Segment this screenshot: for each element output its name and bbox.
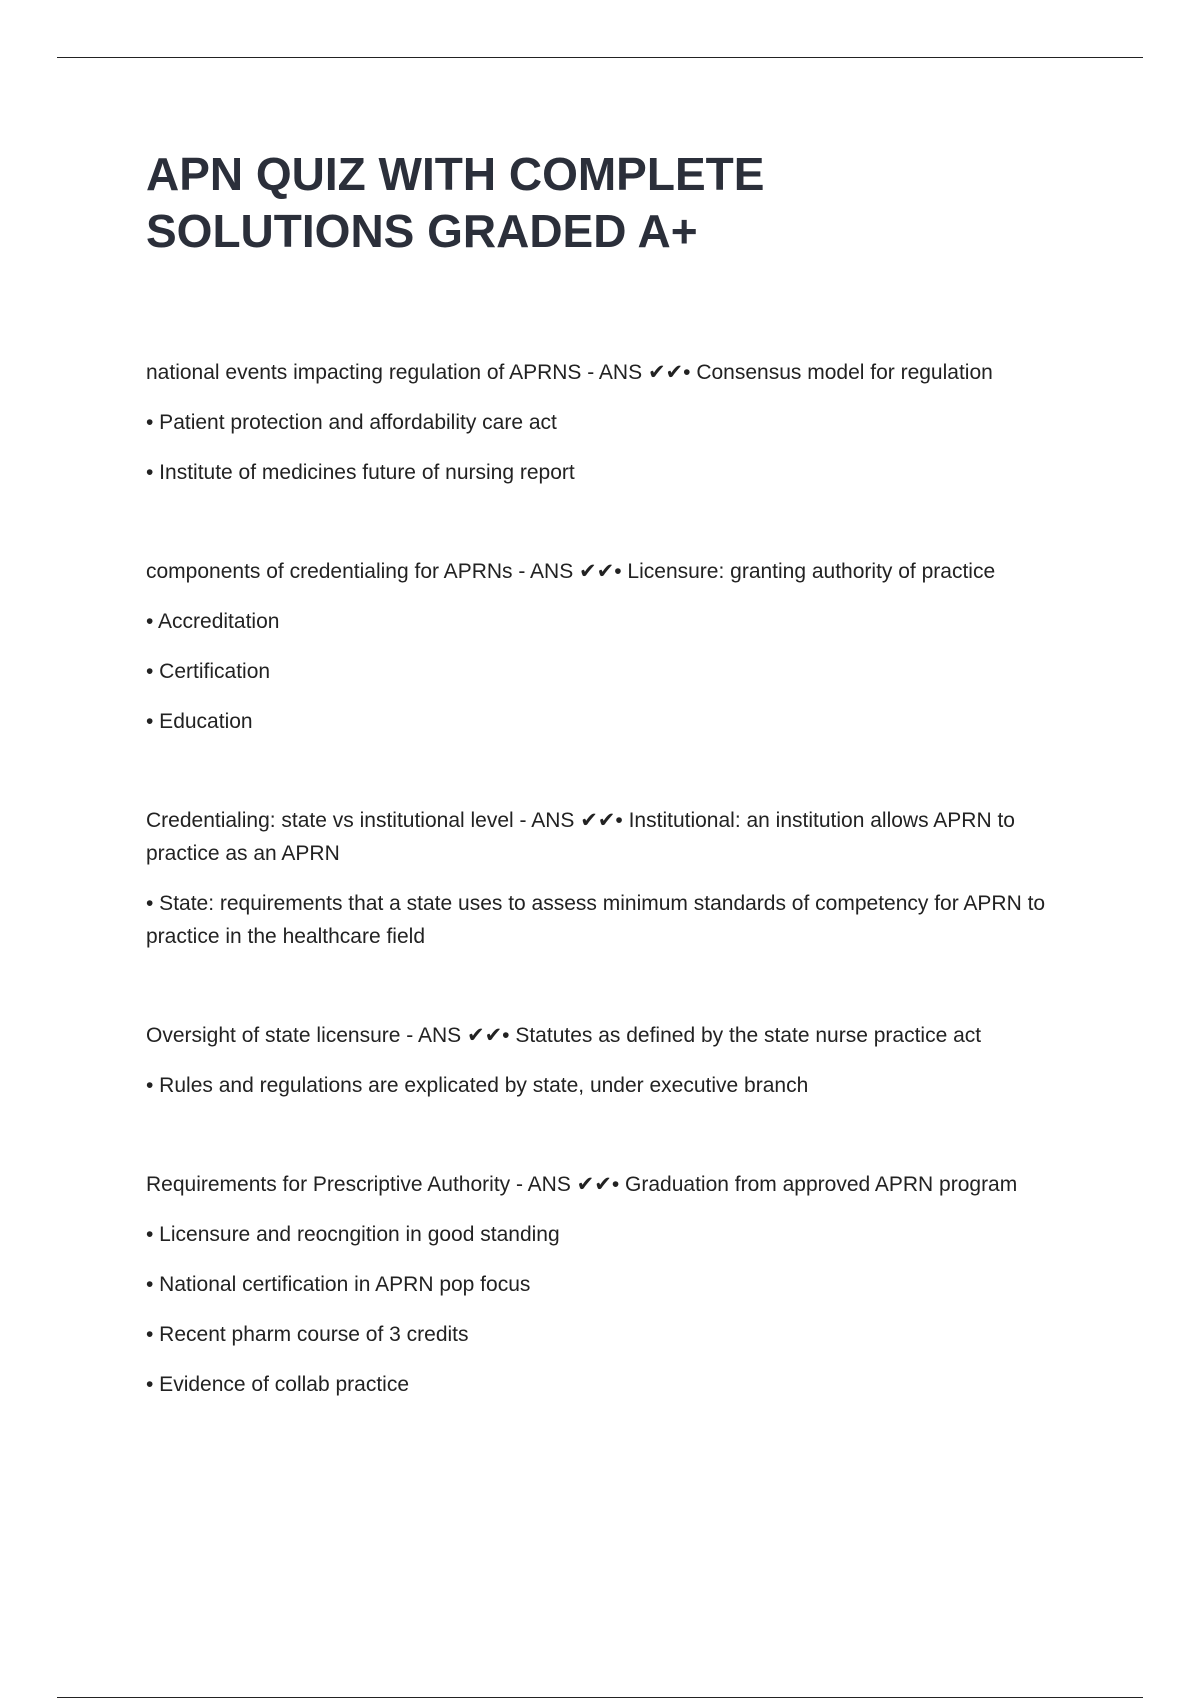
title-line-1: APN QUIZ WITH COMPLETE bbox=[146, 148, 765, 200]
qa-item-state-licensure-oversight bbox=[146, 1019, 1086, 1102]
qa-item-credentialing-components bbox=[146, 555, 1086, 738]
qa-question-answer: national events impacting regulation of APRNS - ANS ✔✔• Consensus model for regulation bbox=[146, 361, 993, 384]
qa-question-answer: Credentialing: state vs institutional level - ANS ✔✔• Institutional: an institution allows APRN to practice as an APRN bbox=[146, 809, 1015, 865]
qa-question-answer: Oversight of state licensure - ANS ✔✔• Statutes as defined by the state nurse practice act bbox=[146, 1024, 982, 1047]
qa-bullet: • State: requirements that a state uses to assess minimum standards of competency for APRN to practice in the healthcare field bbox=[146, 892, 1046, 948]
qa-bullet: • Patient protection and affordability care act bbox=[146, 411, 557, 434]
top-rule bbox=[57, 57, 1143, 58]
qa-bullet: • Recent pharm course of 3 credits bbox=[146, 1323, 469, 1346]
qa-content bbox=[146, 356, 1086, 1467]
qa-bullet: • National certification in APRN pop focus bbox=[146, 1273, 531, 1296]
qa-bullet: • Certification bbox=[146, 660, 271, 683]
qa-question-answer: Requirements for Prescriptive Authority - ANS ✔✔• Graduation from approved APRN program bbox=[146, 1173, 1018, 1196]
qa-item-state-vs-institutional bbox=[146, 804, 1086, 953]
qa-bullet: • Rules and regulations are explicated by state, under executive branch bbox=[146, 1074, 809, 1097]
qa-bullet: • Accreditation bbox=[146, 610, 280, 633]
bottom-rule bbox=[57, 1697, 1143, 1698]
qa-bullet: • Education bbox=[146, 710, 253, 733]
page-title bbox=[146, 146, 1046, 260]
qa-bullet: • Licensure and reocngition in good standing bbox=[146, 1223, 560, 1246]
qa-question-answer: components of credentialing for APRNs - ANS ✔✔• Licensure: granting authority of practice bbox=[146, 560, 996, 583]
qa-item-national-events bbox=[146, 356, 1086, 489]
qa-bullet: • Institute of medicines future of nursing report bbox=[146, 461, 575, 484]
qa-bullet: • Evidence of collab practice bbox=[146, 1373, 409, 1396]
title-line-2: SOLUTIONS GRADED A+ bbox=[146, 205, 698, 257]
qa-item-prescriptive-authority bbox=[146, 1168, 1086, 1401]
